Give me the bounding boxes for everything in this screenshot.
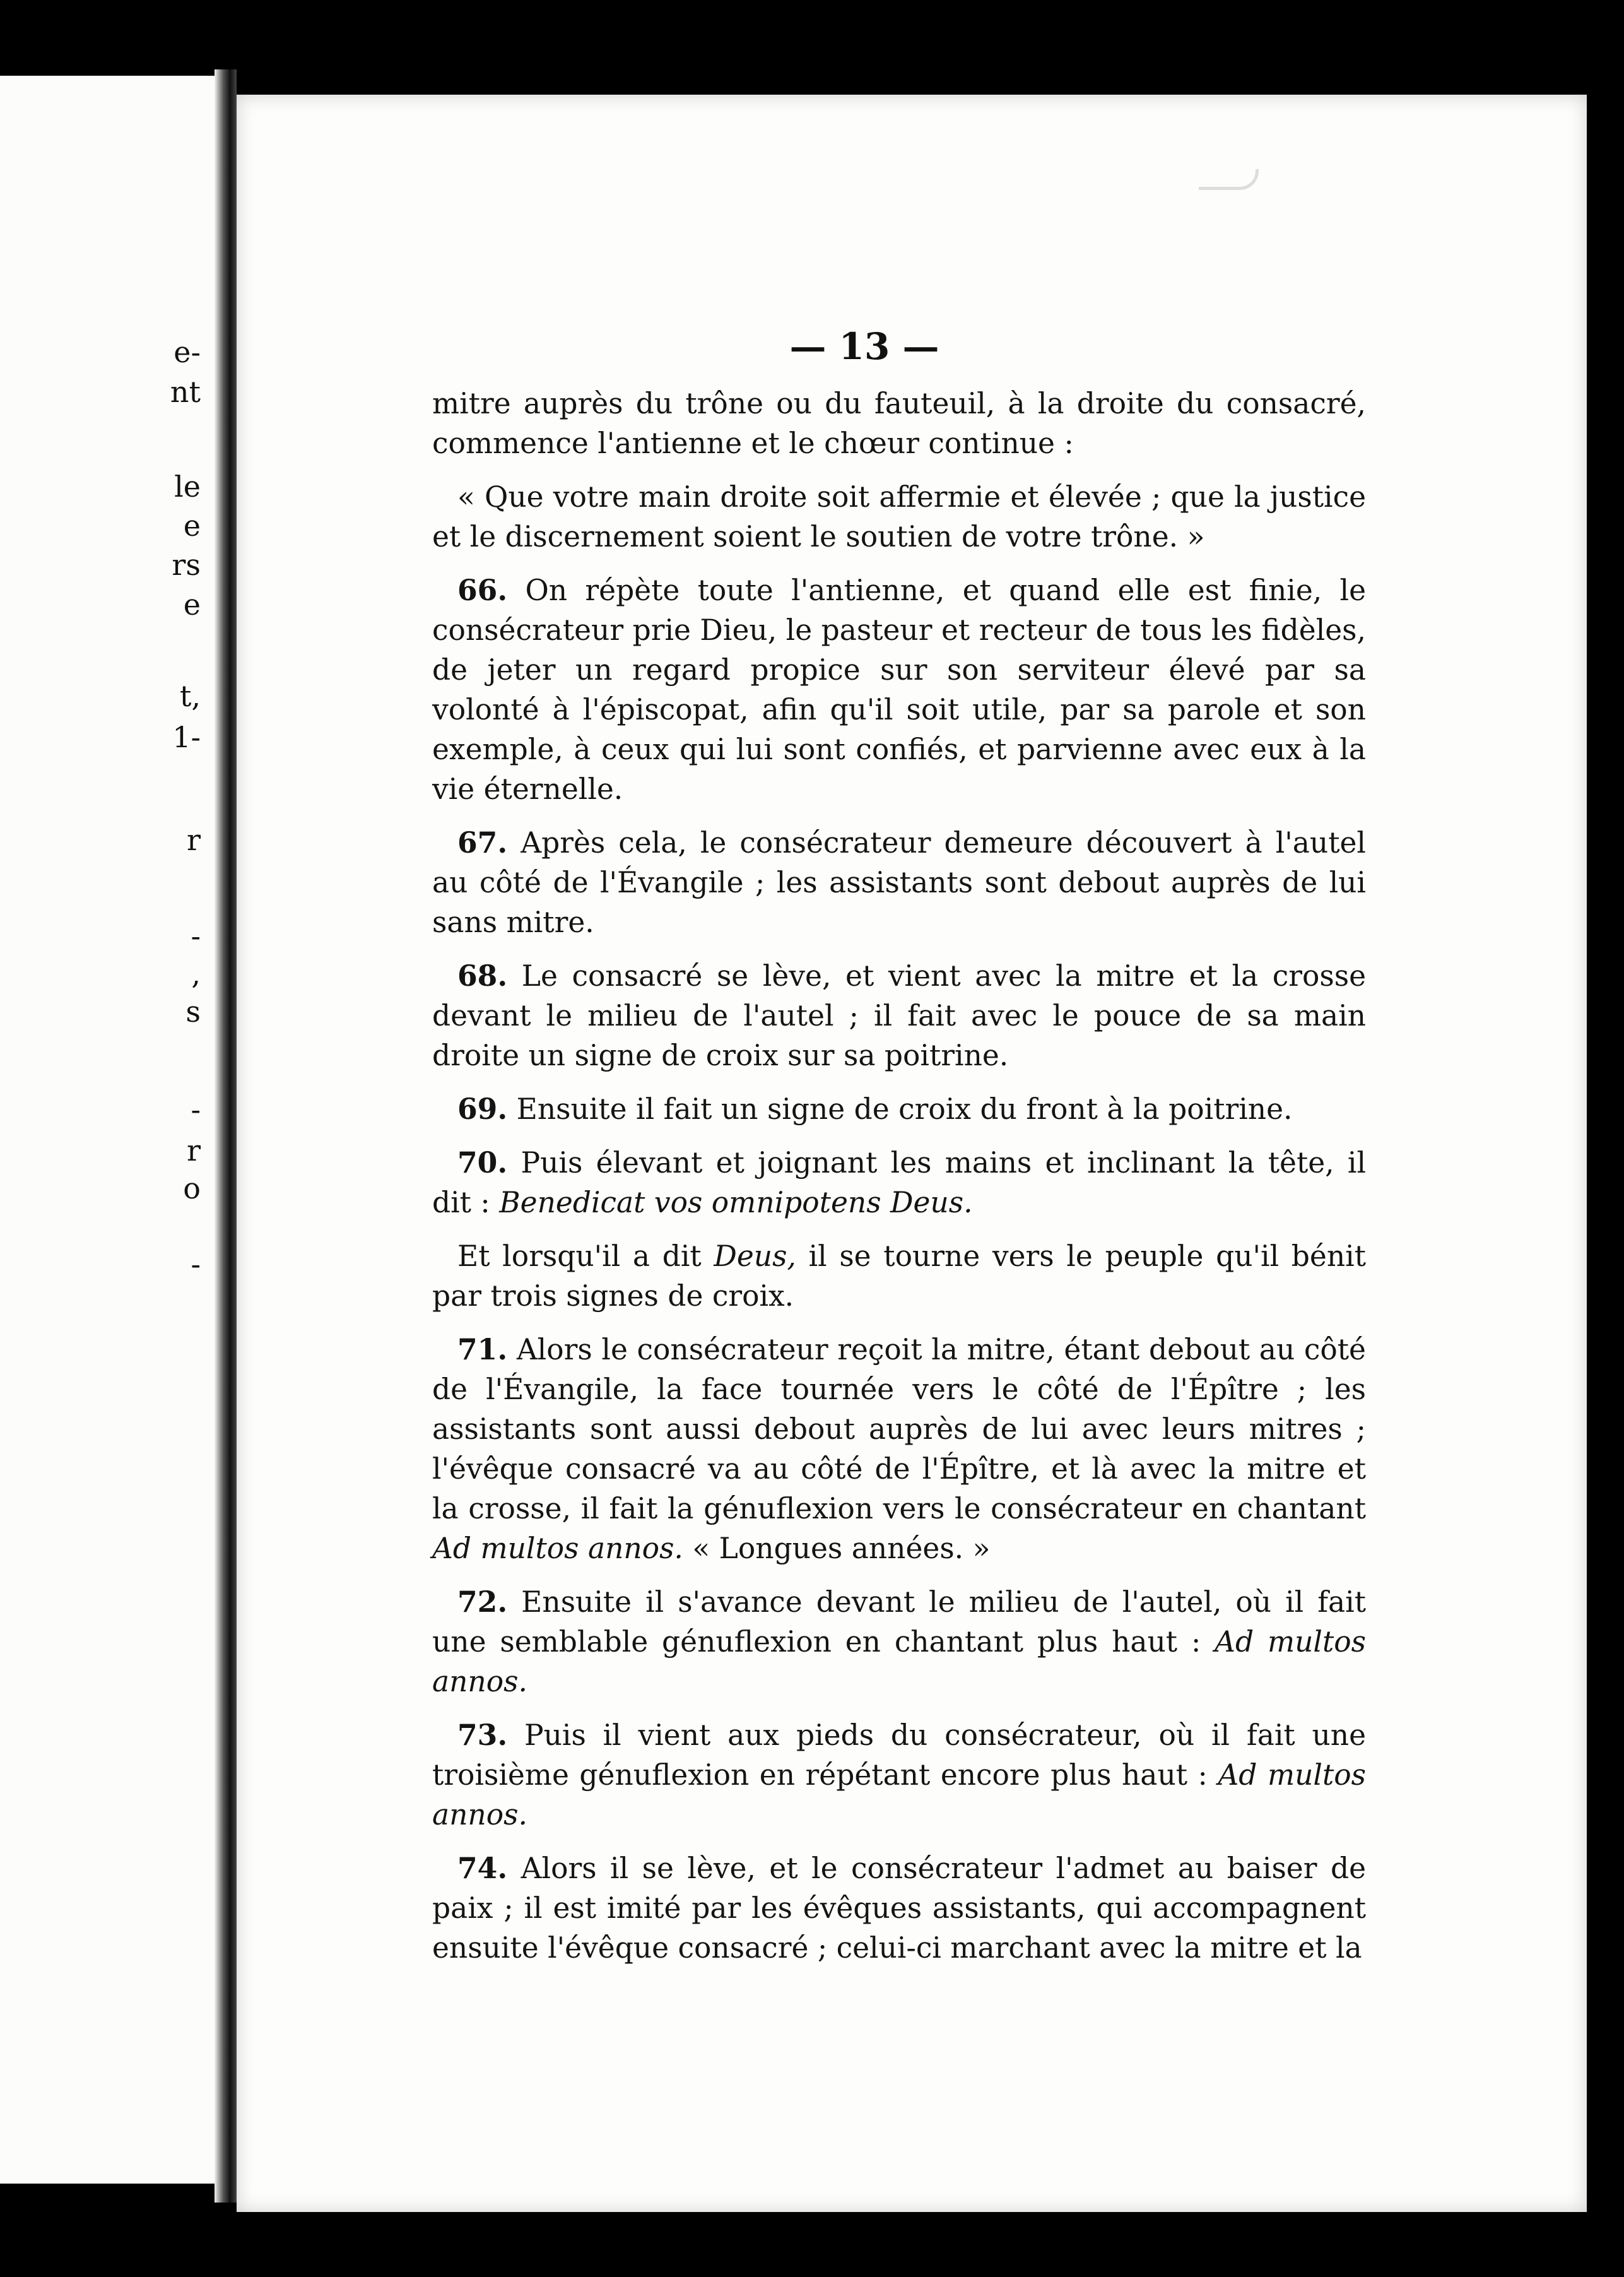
latin-phrase: Ad multos annos. (432, 1758, 1366, 1831)
paragraph-continuation (432, 384, 1366, 463)
paragraph-number: 67. (457, 825, 508, 860)
line-end-fragment: rs (172, 548, 201, 582)
paragraph-text: Le consacré se lève, et vient avec la mitre et la crosse devant le milieu de l'autel ; il fait avec le pouce de sa main droite un signe de croix sur sa poitrine. (432, 959, 1366, 1072)
paragraph-number: 70. (457, 1145, 508, 1180)
paragraph-70-continued (432, 1236, 1366, 1316)
line-end-fragment: - (191, 1247, 201, 1281)
paragraph-70 (432, 1143, 1366, 1222)
paragraph-74 (432, 1848, 1366, 1968)
latin-phrase: Deus, (714, 1239, 796, 1273)
paragraph-number: 74. (457, 1851, 508, 1885)
paragraph-text: Ensuite il fait un signe de croix du front à la poitrine. (516, 1092, 1293, 1126)
line-end-fragment: , (191, 957, 201, 991)
paragraph-text: « Longues années. » (692, 1532, 991, 1565)
line-end-fragment: r (187, 823, 201, 857)
paragraph-quote (432, 477, 1366, 557)
paragraph-text: « Que votre main droite soit affermie et élevée ; que la justice et le discernement soient le soutien de votre trône. » (432, 480, 1366, 553)
paragraph-text: Ensuite il s'avance devant le milieu de l'autel, où il fait une semblable génuflexion en chantant plus haut : (432, 1585, 1366, 1659)
line-end-fragment: o (183, 1171, 201, 1205)
line-end-fragment: nt (170, 375, 201, 409)
book-page (237, 95, 1587, 2212)
latin-phrase: Ad multos annos. (432, 1625, 1367, 1698)
previous-page-edge (0, 76, 215, 2184)
paragraph-number: 72. (457, 1585, 508, 1619)
paragraph-text: Puis élevant et joignant les mains et inclinant la tête, il dit : (432, 1146, 1366, 1219)
line-end-fragment: t, (179, 679, 201, 713)
paragraph-text: Alors le consécrateur reçoit la mitre, étant debout au côté de l'Évangile, la face tournée vers le côté de l'Épître ; les assistants sont aussi debout auprès de lui avec leurs mitres ; l'évêque consacré va au côté de l'Épître, et là avec la mitre et la crosse, il fait la génuflexion vers le consécrateur en chantant (432, 1333, 1366, 1525)
latin-phrase: Ad multos annos. (432, 1532, 683, 1565)
paragraph-71 (432, 1330, 1366, 1568)
latin-phrase: Benedicat vos omnipotens Deus. (499, 1186, 973, 1219)
paragraph-73 (432, 1715, 1366, 1835)
paragraph-66 (432, 571, 1366, 809)
page-body-text (432, 384, 1366, 1982)
paragraph-number: 71. (457, 1332, 508, 1366)
book-gutter-shadow (215, 69, 237, 2203)
line-end-fragment: e- (174, 335, 201, 369)
line-end-fragment: e (183, 509, 201, 543)
paragraph-number: 69. (457, 1092, 508, 1126)
paragraph-text: Et lorsqu'il a dit (457, 1239, 702, 1273)
line-end-fragment: 1- (172, 720, 201, 754)
paragraph-number: 66. (457, 573, 508, 607)
line-end-fragment: s (185, 995, 201, 1029)
paragraph-text: il se tourne vers le peuple qu'il bénit par trois signes de croix. (432, 1239, 1366, 1313)
previous-page-line-ends (144, 76, 201, 2184)
paragraph-text: On répète toute l'antienne, et quand elle est finie, le consécrateur prie Dieu, le pasteur et recteur de tous les fidèles, de jeter un regard propice sur son serviteur élevé par sa volonté à l'épiscopat, afin qu'il soit utile, par sa parole et son exemple, à ceux qui lui sont confiés, et parvienne avec eux à la vie éternelle. (432, 574, 1366, 806)
line-end-fragment: r (187, 1133, 201, 1168)
paragraph-67 (432, 823, 1366, 942)
line-end-fragment: - (191, 1092, 201, 1127)
paragraph-number: 73. (457, 1718, 508, 1752)
line-end-fragment: le (174, 470, 201, 504)
paragraph-69 (432, 1089, 1366, 1129)
paragraph-72 (432, 1582, 1366, 1701)
line-end-fragment: - (191, 919, 201, 953)
line-end-fragment: e (183, 588, 201, 622)
paragraph-text: mitre auprès du trône ou du fauteuil, à la droite du consacré, commence l'antienne et le chœur continue : (432, 387, 1366, 460)
page-number: — 13 — (789, 325, 939, 368)
paragraph-text: Après cela, le consécrateur demeure découvert à l'autel au côté de l'Évangile ; les assistants sont debout auprès de lui sans mitre. (432, 826, 1366, 939)
paragraph-text: Puis il vient aux pieds du consécrateur, où il fait une troisième génuflexion en répétant encore plus haut : (432, 1718, 1366, 1792)
page-corner-mark (1199, 169, 1259, 190)
paragraph-text: Alors il se lève, et le consécrateur l'admet au baiser de paix ; il est imité par les évêques assistants, qui accompagnent ensuite l'évêque consacré ; celui-ci marchant avec la mitre et la (432, 1852, 1367, 1965)
paragraph-number: 68. (457, 959, 508, 993)
paragraph-68 (432, 956, 1366, 1075)
